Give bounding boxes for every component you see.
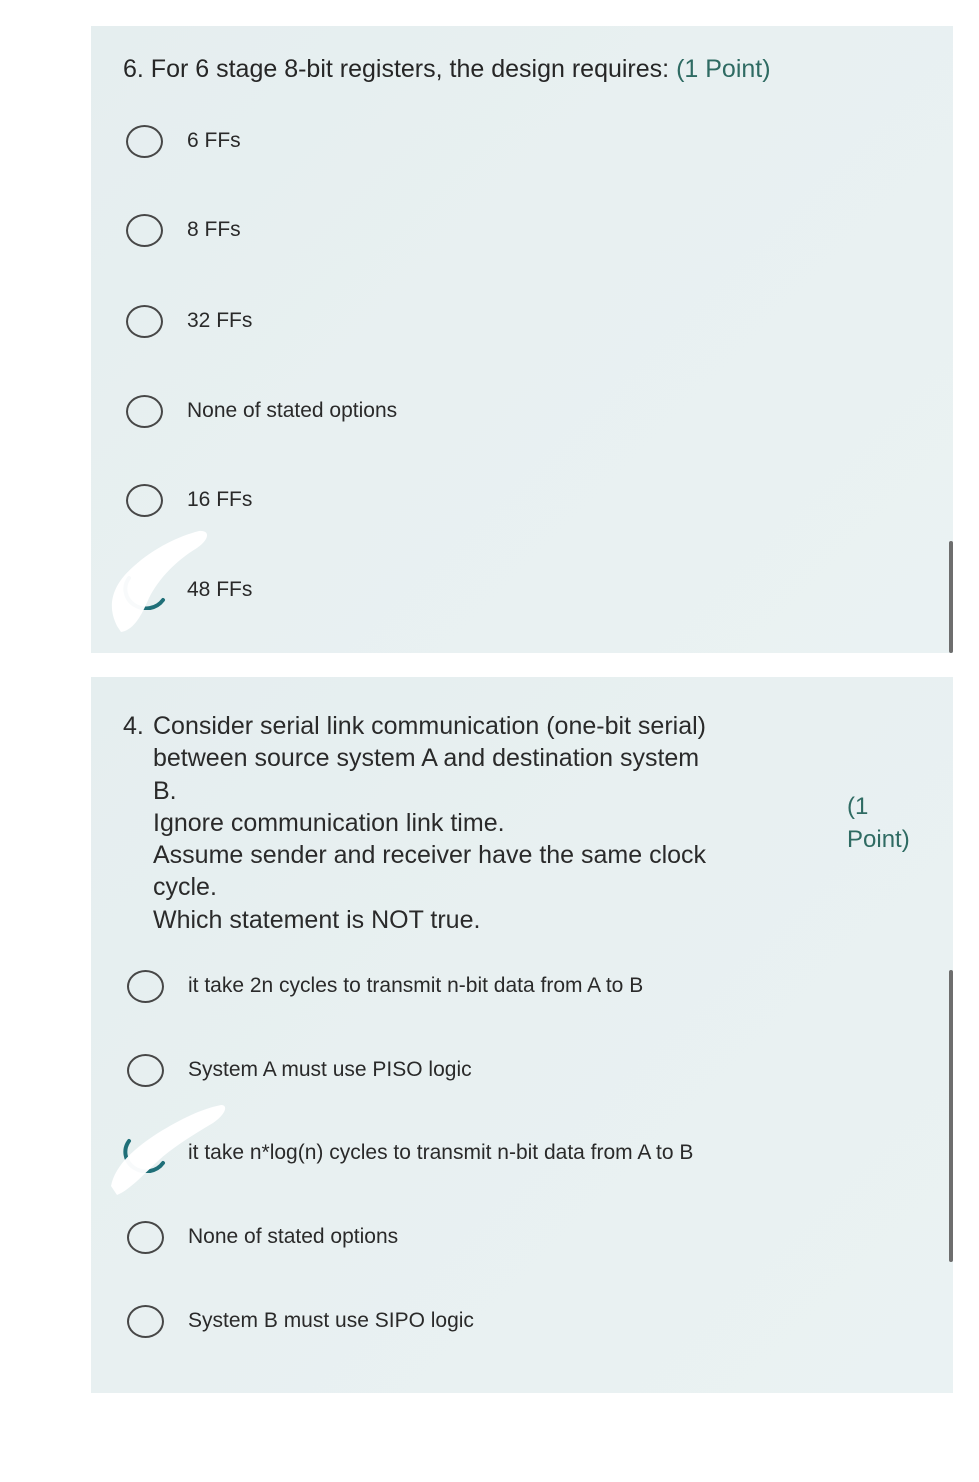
- question-2-text: [153, 710, 833, 936]
- option-label: None of stated options: [187, 399, 398, 422]
- question-2-line: cycle.: [153, 873, 217, 902]
- radio-button[interactable]: [127, 970, 164, 1003]
- radio-button[interactable]: [126, 395, 163, 428]
- question-2-option-4[interactable]: [91, 1215, 851, 1259]
- option-label: it take n*log(n) cycles to transmit n-bit data from A to B: [188, 1141, 694, 1164]
- question-1-points: (1 Point): [676, 55, 771, 83]
- question-2-points: [847, 790, 910, 856]
- radio-button[interactable]: [127, 1054, 164, 1087]
- question-2-line: between source system A and destination system: [153, 744, 700, 773]
- question-1-option-3[interactable]: [91, 299, 851, 343]
- option-label: System A must use PISO logic: [188, 1058, 472, 1081]
- question-2-line: Ignore communication link time.: [153, 808, 505, 837]
- scrollbar-thumb-1[interactable]: [949, 541, 953, 653]
- question-2-option-2[interactable]: [91, 1048, 851, 1092]
- option-label: 8 FFs: [187, 218, 241, 241]
- radio-button[interactable]: [126, 484, 163, 517]
- scrollbar-thumb-2[interactable]: [949, 970, 953, 1262]
- question-card-1: [91, 26, 953, 653]
- radio-button[interactable]: [126, 125, 163, 158]
- option-label: 48 FFs: [187, 578, 253, 601]
- question-1-option-2[interactable]: [91, 208, 851, 252]
- question-2-number: 4.: [123, 712, 144, 740]
- question-2-line: Assume sender and receiver have the same clock: [153, 841, 707, 870]
- question-2-option-3[interactable]: [91, 1131, 851, 1175]
- option-label: 32 FFs: [187, 309, 253, 332]
- points-line: (1: [847, 793, 869, 820]
- points-line: Point): [847, 826, 910, 853]
- option-label: System B must use SIPO logic: [188, 1309, 474, 1332]
- radio-button[interactable]: [126, 214, 163, 247]
- question-2-line: B.: [153, 776, 177, 805]
- radio-button[interactable]: [127, 1221, 164, 1254]
- question-1-text: 6. For 6 stage 8-bit registers, the design requires:: [123, 55, 670, 83]
- question-1-option-1[interactable]: [91, 119, 851, 163]
- question-1-option-6[interactable]: [91, 568, 851, 612]
- question-2-line: Consider serial link communication (one-bit serial): [153, 712, 706, 740]
- question-1-option-4[interactable]: [91, 389, 851, 433]
- radio-button[interactable]: [127, 1305, 164, 1338]
- question-card-2: [91, 677, 953, 1393]
- option-label: None of stated options: [188, 1225, 399, 1248]
- question-2-line: Which statement is NOT true.: [153, 905, 481, 934]
- question-2-option-1[interactable]: [91, 964, 851, 1008]
- option-label: it take 2n cycles to transmit n-bit data from A to B: [188, 974, 644, 997]
- option-label: 6 FFs: [187, 129, 241, 152]
- question-1-title: [123, 53, 943, 85]
- question-2-option-5[interactable]: [91, 1299, 851, 1343]
- option-label: 16 FFs: [187, 488, 253, 511]
- radio-button[interactable]: [126, 305, 163, 338]
- question-1-option-5[interactable]: [91, 478, 851, 522]
